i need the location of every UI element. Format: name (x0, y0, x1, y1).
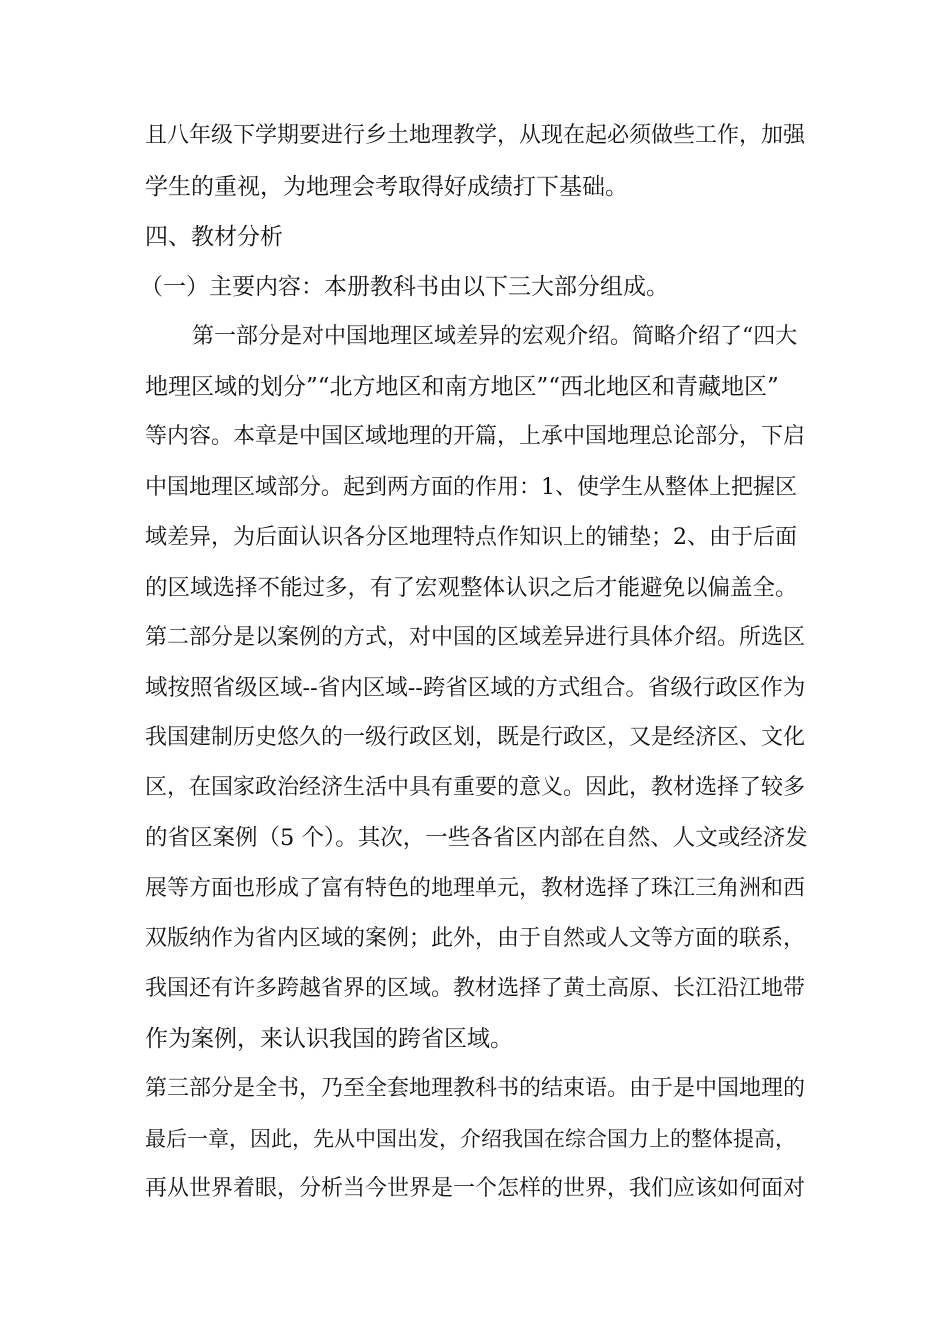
text-line: 学生的重视，为地理会考取得好成绩打下基础。 (145, 174, 628, 200)
text-line: 的区域选择不能过多，有了宏观整体认识之后才能避免以偏盖全。 (145, 575, 798, 601)
text-line: 展等方面也形成了富有特色的地理单元，教材选择了珠江三角洲和西 (145, 876, 806, 901)
text-line: 双版纳作为省内区域的案例；此外，由于自然或人文等方面的联系， (145, 926, 806, 951)
text-line: 我国建制历史悠久的一级行政区划，既是行政区，又是经济区、文化 (145, 725, 806, 750)
text-line: 最后一章，因此，先从中国出发，介绍我国在综合国力上的整体提高， (145, 1127, 796, 1151)
text-line: 的省区案例（5 个）。其次，一些各省区内部在自然、人文或经济发 (145, 825, 808, 851)
text-line: 第一部分是对中国地理区域差异的宏观介绍。简略介绍了“四大 (192, 324, 798, 349)
text-line: 作为案例，来认识我国的跨省区域。 (145, 1026, 513, 1052)
text-line: 第二部分是以案例的方式，对中国的区域差异进行具体介绍。所选区 (145, 625, 806, 650)
text-line: 且八年级下学期要进行乡土地理教学，从现在起必须做些工作，加强 (145, 123, 806, 148)
text-line: 中国地理区域部分。起到两方面的作用：1、使学生从整体上把握区 (145, 475, 797, 500)
section-heading: 四、教材分析 (145, 224, 283, 250)
text-line: 域按照省级区域--省内区域--跨省区域的方式组合。省级行政区作为 (145, 675, 806, 701)
text-line: 域差异，为后面认识各分区地理特点作知识上的铺垫；2、由于后面 (145, 525, 797, 550)
text-line: 区，在国家政治经济生活中具有重要的意义。因此，教材选择了较多 (145, 775, 806, 800)
text-line: 第三部分是全书，乃至全套地理教科书的结束语。由于是中国地理的 (145, 1076, 806, 1101)
text-line: 再从世界着眼，分析当今世界是一个怎样的世界，我们应该如何面对 (145, 1176, 806, 1201)
text-line: 地理区域的划分”“北方地区和南方地区”“西北地区和青藏地区” (145, 374, 779, 400)
text-line: 我国还有许多跨越省界的区域。教材选择了黄土高原、长江沿江地带 (145, 976, 806, 1001)
text-line: 等内容。本章是中国区域地理的开篇，上承中国地理总论部分，下启 (145, 424, 806, 449)
subsection-heading: （一）主要内容：本册教科书由以下三大部分组成。 (140, 274, 669, 300)
